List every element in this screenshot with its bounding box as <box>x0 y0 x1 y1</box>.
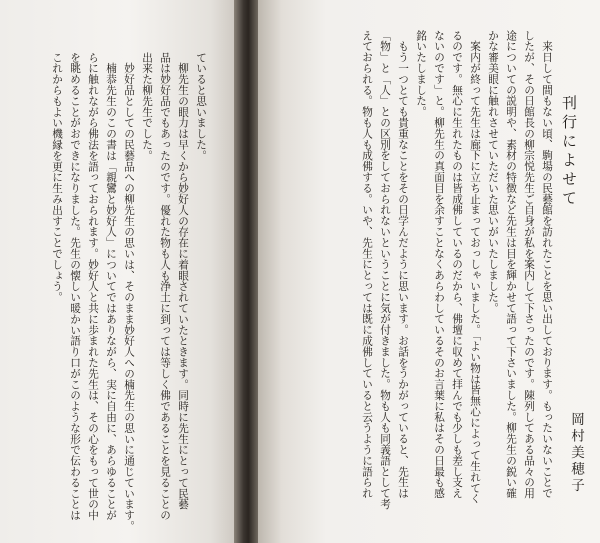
text-line: るのです。無心に生れたものは皆成佛しているのだから、佛壇に収めて拝んでも少しも差し支え <box>451 30 463 499</box>
text-line: えておられる。物も人も成佛する。いや、先生にとっては既に成佛していると云うように語られ <box>361 30 373 499</box>
text-line: 出来た柳先生でした。 <box>141 52 153 161</box>
page-title: 刊行によせて <box>560 95 578 209</box>
text-line: もう一つとても貴重なことをその日学んだように思います。お話をうかがっていると、先生は <box>397 30 409 499</box>
text-line: を眺めることがおできになりました。先生の懐しい暖かい語り口がこのような形で伝わることは <box>69 52 81 521</box>
right-page-text <box>358 30 556 510</box>
left-page-text <box>48 52 210 532</box>
text-line: 途についての説明や、素材の特徴など先生は目を輝かせて語って下さいました。柳先生の鋭い確 <box>505 30 517 499</box>
text-line: 「物」と「人」との区別をしておられないということに気が付きました。物も人も同義語として考 <box>379 30 391 510</box>
text-line: 妙好品としての民藝品への柳先生の思いは、そのまま妙好人への楠先生の思いに通じています。 <box>123 52 135 532</box>
text-line: 来日して間もない頃、駒場の民藝館を訪れたことを思い出しております。もったいないことで <box>541 30 553 499</box>
book-gutter <box>234 0 258 543</box>
left-page <box>0 0 234 543</box>
text-line: 案内が終って先生は廊下に立ち止まっておっしゃいました。「よい物は皆無心によって生れてく <box>469 30 481 505</box>
text-line: らに触れながら佛法を語っておられます。妙好人と共に歩まれた先生は、その心をもって世の中 <box>87 52 99 521</box>
right-page <box>258 0 600 543</box>
text-line: ていると思いました。 <box>195 52 207 161</box>
text-line: 楠恭先生のこの書は「親鸞と妙好人」についてではありながら、実に自由に、あらゆることが <box>105 52 117 521</box>
text-line: ないのです」と。柳先生の真面目を余すことなくあらわしているそのお言葉に私はその日最も感 <box>433 30 445 499</box>
text-line: かな審美眼に触れさせていただいた思いがいたしました。 <box>487 30 499 314</box>
author-name: 岡村美穂子 <box>568 412 584 495</box>
text-line: これからもよい機縁を更に生み出すことでしょう。 <box>51 52 63 303</box>
text-line: 品は妙好品でもあったのです。優れた物も人も浄土に到っては等しく佛であることを見ることの <box>159 52 171 521</box>
text-line: 銘いたしました。 <box>415 30 427 118</box>
text-line: したが、その日館長の柳宗悦先生ご自身が私を案内して下さったのです。陳列してある品々の用 <box>523 30 535 499</box>
text-line: 柳先生の眼力は早くから妙好人の存在に着眼されていたときます。同時に先生にとって民藝 <box>177 52 189 510</box>
